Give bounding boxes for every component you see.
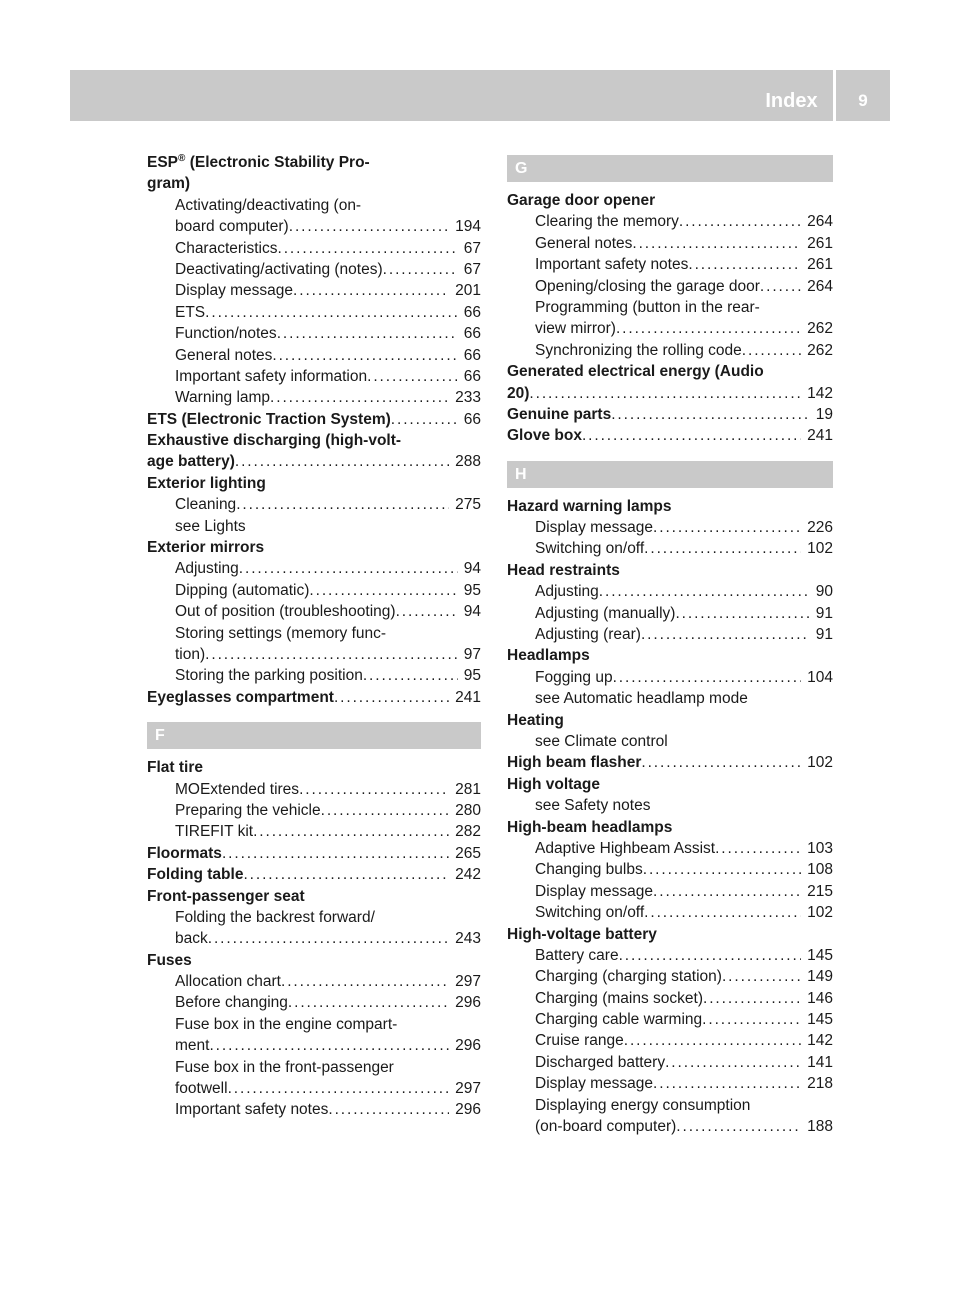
dot-leader [582,425,801,446]
dot-leader [641,624,810,645]
page-ref: 67 [463,239,481,257]
index-entry [147,451,481,472]
index-entry [147,886,481,907]
index-subentry [147,494,481,515]
page-ref: 66 [463,346,481,364]
index-subentry [147,238,481,259]
index-subentry [147,558,481,579]
entry-text: Out of position (troubleshooting) [175,603,396,621]
entry-text: Folding the backrest forward/ [175,908,375,926]
index-subentry [147,345,481,366]
dot-leader [529,383,801,404]
page-ref: 94 [463,603,481,621]
page-title: Index [765,90,818,112]
index-entry [507,383,833,404]
dot-leader [277,323,458,344]
index-subentry [147,1057,481,1078]
section-header-g: G [507,155,833,182]
entry-text: Exterior lighting [147,474,266,492]
dot-leader [222,843,449,864]
dot-leader [272,345,457,366]
index-subentry [147,195,481,216]
index-subentry [147,907,481,928]
page-ref: 233 [455,389,481,407]
page-ref: 66 [463,367,481,385]
index-subentry [147,302,481,323]
entry-text: (on-board computer) [535,1118,677,1136]
entry-text: TIREFIT kit [175,823,254,841]
entry-text: Storing the parking position [175,667,363,685]
entry-text: Display message [535,519,654,537]
entry-text: Adjusting [175,560,239,578]
dot-leader [679,211,801,232]
entry-text: Opening/closing the garage door [535,277,760,295]
index-subentry [507,340,833,361]
entry-text: Allocation chart [175,973,281,991]
entry-text: 20) [507,384,530,402]
index-subentry [507,233,833,254]
index-subentry [507,1052,833,1073]
dot-leader [309,580,457,601]
page-ref: 102 [807,904,833,922]
entry-text: ETS (Electronic Traction System) [147,410,391,428]
page-ref: 141 [807,1053,833,1071]
index-entry [147,950,481,971]
index-entry [147,430,481,451]
page-number: 9 [858,91,868,110]
entry-text: Clearing the memory [535,213,679,231]
entry-text: Adjusting (rear) [535,626,641,644]
entry-text: Cleaning [175,496,237,514]
entry-text: Garage door opener [507,192,656,209]
index-subentry [507,731,833,752]
dot-leader [675,603,809,624]
index-entry [507,404,833,425]
index-subentry [507,966,833,987]
entry-text: footwell [175,1080,228,1098]
entry-text: Headlamps [507,647,590,665]
entry-text: gram) [147,175,191,193]
index-entry [147,409,481,430]
entry-text: Exhaustive discharging (high-volt- [147,432,402,450]
page-ref: 94 [463,560,481,578]
index-subentry [147,821,481,842]
dot-leader [644,538,801,559]
dot-leader [278,238,458,259]
dot-leader [363,665,458,686]
index-subentry [147,580,481,601]
entry-text: Adjusting (manually) [535,604,676,622]
entry-text: Floormats [147,844,222,862]
entry-text: Important safety information [175,367,368,385]
index-subentry [507,1073,833,1094]
entry-text: Characteristics [175,239,278,257]
page-ref: 264 [807,277,833,295]
dot-leader [619,945,802,966]
dot-leader [760,276,801,297]
entry-text: MOExtended tires [175,780,300,798]
entry-text: Generated electrical energy (Audio [507,363,764,381]
entry-text: General notes [535,234,633,252]
index-subentry [507,624,833,645]
index-subentry [507,297,833,318]
dot-leader [611,404,810,425]
page-ref: 243 [455,930,481,948]
dot-leader [703,988,801,1009]
entry-text: Front-passenger seat [147,887,305,905]
index-subentry [507,688,833,709]
page-ref: 280 [455,801,481,819]
entry-text: Glove box [507,427,582,445]
index-subentry [507,988,833,1009]
index-entry [507,710,833,731]
entry-text: Display message [175,282,294,300]
index-subentry [147,1035,481,1056]
entry-text: Switching on/off [535,904,645,922]
index-subentry [507,276,833,297]
index-subentry [147,1014,481,1035]
entry-text: see Automatic headlamp mode [535,690,748,708]
entry-text: see Climate control [535,732,668,750]
dot-leader [228,1078,450,1099]
entry-text: Charging (mains socket) [535,989,703,1007]
dot-leader [391,409,458,430]
index-entry [147,843,481,864]
page-ref: 145 [807,946,833,964]
page-ref: 104 [807,668,833,686]
page-ref: 296 [455,1101,481,1119]
entry-text: Warning lamp [175,389,271,407]
dot-leader [653,881,801,902]
index-entry [507,817,833,838]
dot-leader [715,838,801,859]
index-subentry [147,259,481,280]
entry-text: back [175,930,208,948]
entry-text: Discharged battery [535,1053,666,1071]
entry-text: Display message [535,882,654,900]
entry-text: Hazard warning lamps [507,497,672,515]
page-ref: 282 [455,823,481,841]
index-subentry [147,623,481,644]
page-ref: 296 [455,1037,481,1055]
page-ref: 288 [455,453,481,471]
entry-text: Fogging up [535,668,613,686]
dot-leader [243,864,449,885]
index-subentry [147,516,481,537]
dot-leader [235,451,449,472]
dot-leader [289,216,449,237]
dot-leader [643,859,801,880]
entry-text: tion) [175,645,206,663]
page-ref: 201 [455,282,481,300]
entry-text: Storing settings (memory func- [175,624,387,642]
dot-leader [653,1073,801,1094]
entry-text: Deactivating/activating (notes) [175,260,383,278]
section-header-h: H [507,461,833,488]
entry-text: Dipping (automatic) [175,581,310,599]
dot-leader [253,821,449,842]
page-ref: 262 [807,320,833,338]
dot-leader [209,1035,449,1056]
entry-text: General notes [175,346,273,364]
entry-text: Fuse box in the front-passenger [175,1058,394,1076]
dot-leader [334,687,449,708]
dot-leader [328,1099,449,1120]
dot-leader [624,1030,801,1051]
page-ref: 261 [807,256,833,274]
index-subentry [147,779,481,800]
entry-text: High-beam headlamps [507,818,673,836]
entry-text: ETS [175,303,206,321]
dot-leader [299,779,449,800]
entry-text: Head restraints [507,561,620,579]
dot-leader [644,902,801,923]
index-subentry [147,280,481,301]
dot-leader [281,971,449,992]
entry-text: Flat tire [147,759,203,777]
entry-text: ESP® (Electronic Stability Pro- [147,152,370,171]
page-ref: 145 [807,1011,833,1029]
dot-leader [383,259,458,280]
dot-leader [239,558,458,579]
page-ref: 142 [807,384,833,402]
page-ref: 149 [807,968,833,986]
page-ref: 66 [463,410,481,428]
entry-text: Displaying energy consumption [535,1096,751,1114]
entry-text: Fuse box in the engine compart- [175,1015,398,1033]
index-entry [507,645,833,666]
index-subentry [147,366,481,387]
entry-text: Exterior mirrors [147,539,265,557]
index-subentry [507,1116,833,1137]
index-subentry [507,945,833,966]
page-ref: 297 [455,973,481,991]
dot-leader [653,517,801,538]
index-subentry [507,517,833,538]
entry-text: Before changing [175,994,288,1012]
page-ref: 241 [807,427,833,445]
dot-leader [236,494,449,515]
index-subentry [507,881,833,902]
dot-leader [205,644,458,665]
index-subentry [147,601,481,622]
index-entry [507,425,833,446]
dot-leader [396,601,458,622]
entry-text: Cruise range [535,1032,624,1050]
dot-leader [321,800,450,821]
entry-text: Adaptive Highbeam Assist [535,839,716,857]
page-ref: 241 [455,688,481,706]
section-header-f: F [147,722,481,749]
page-ref: 146 [807,989,833,1007]
entry-text: High voltage [507,775,601,793]
index-subentry [147,1099,481,1120]
dot-leader [742,340,801,361]
index-subentry [147,665,481,686]
page-ref: 215 [807,882,833,900]
entry-text: Charging (charging station) [535,968,722,986]
page-ref: 108 [807,861,833,879]
entry-text: see Lights [175,517,246,535]
entry-text: High-voltage battery [507,925,657,943]
index-subentry [507,795,833,816]
index-entry [507,361,833,382]
entry-text: Function/notes [175,325,277,343]
index-entry [147,152,481,173]
entry-text: Programming (button in the rear- [535,298,760,316]
dot-leader [270,387,449,408]
index-subentry [507,838,833,859]
entry-text: Folding table [147,866,244,884]
entry-text: view mirror) [535,320,616,338]
index-entry [147,864,481,885]
dot-leader [616,318,801,339]
index-subentry [507,254,833,275]
entry-text: Activating/deactivating (on- [175,196,362,214]
page-ref: 91 [815,626,833,644]
index-subentry [507,211,833,232]
index-column-left [147,152,481,1121]
entry-text: Preparing the vehicle [175,801,321,819]
index-entry [147,473,481,494]
index-entry [507,496,833,517]
page-ref: 226 [807,519,833,537]
index-entry [147,757,481,778]
page-ref: 275 [455,496,481,514]
dot-leader [288,992,449,1013]
dot-leader [676,1116,801,1137]
entry-text: High beam flasher [507,754,642,772]
entry-text: age battery) [147,453,235,471]
dot-leader [632,233,801,254]
page-ref: 261 [807,234,833,252]
page-ref: 90 [815,583,833,601]
index-entry [507,774,833,795]
page-ref: 265 [455,844,481,862]
index-entry [507,752,833,773]
page-ref: 102 [807,754,833,772]
dot-leader [208,928,449,949]
page-ref: 297 [455,1080,481,1098]
index-subentry [507,603,833,624]
index-subentry [507,318,833,339]
index-subentry [147,216,481,237]
index-subentry [147,800,481,821]
dot-leader [722,966,801,987]
page-ref: 95 [463,581,481,599]
page-ref: 264 [807,213,833,231]
index-subentry [507,581,833,602]
dot-leader [613,667,802,688]
page-ref: 102 [807,540,833,558]
index-subentry [147,1078,481,1099]
dot-leader [367,366,458,387]
index-subentry [507,859,833,880]
entry-text: Charging cable warming [535,1011,703,1029]
page-ref: 97 [463,645,481,663]
index-entry [507,560,833,581]
index-subentry [147,323,481,344]
page-ref: 19 [815,405,833,423]
index-subentry [147,992,481,1013]
index-subentry [147,387,481,408]
index-subentry [507,1095,833,1116]
dot-leader [702,1009,801,1030]
entry-text: see Safety notes [535,797,651,815]
index-entry [507,924,833,945]
entry-text: Battery care [535,946,619,964]
index-subentry [147,644,481,665]
entry-text: Important safety notes [535,256,689,274]
page-ref: 281 [455,780,481,798]
dot-leader [293,280,449,301]
dot-leader [665,1052,801,1073]
page-ref: 91 [815,604,833,622]
index-entry [147,173,481,194]
index-column-right [507,155,833,1137]
page-ref: 218 [807,1075,833,1093]
entry-text: Display message [535,1075,654,1093]
page-ref: 66 [463,325,481,343]
dot-leader [205,302,458,323]
page-ref: 194 [455,218,481,236]
entry-text: ment [175,1037,210,1055]
index-entry [507,190,833,211]
entry-text: Fuses [147,951,192,969]
index-entry [147,537,481,558]
page-ref: 296 [455,994,481,1012]
entry-text: board computer) [175,218,289,236]
entry-text: Genuine parts [507,405,612,423]
dot-leader [599,581,810,602]
page-ref: 95 [463,667,481,685]
entry-text: Adjusting [535,583,599,601]
dot-leader [688,254,801,275]
index-subentry [147,971,481,992]
index-subentry [507,902,833,923]
page-ref: 67 [463,260,481,278]
page-ref: 103 [807,839,833,857]
index-subentry [507,667,833,688]
index-subentry [147,928,481,949]
page-ref: 242 [455,866,481,884]
page-ref: 188 [807,1118,833,1136]
entry-text: Changing bulbs [535,861,643,879]
entry-text: Eyeglasses compartment [147,688,334,706]
entry-text: Heating [507,711,564,729]
index-subentry [507,1009,833,1030]
page-ref: 66 [463,303,481,321]
entry-text: Switching on/off [535,540,645,558]
page-ref: 142 [807,1032,833,1050]
entry-text: Important safety notes [175,1101,329,1119]
index-subentry [507,1030,833,1051]
page-ref: 262 [807,341,833,359]
index-entry [147,687,481,708]
index-subentry [507,538,833,559]
dot-leader [641,752,801,773]
entry-text: Synchronizing the rolling code [535,341,742,359]
